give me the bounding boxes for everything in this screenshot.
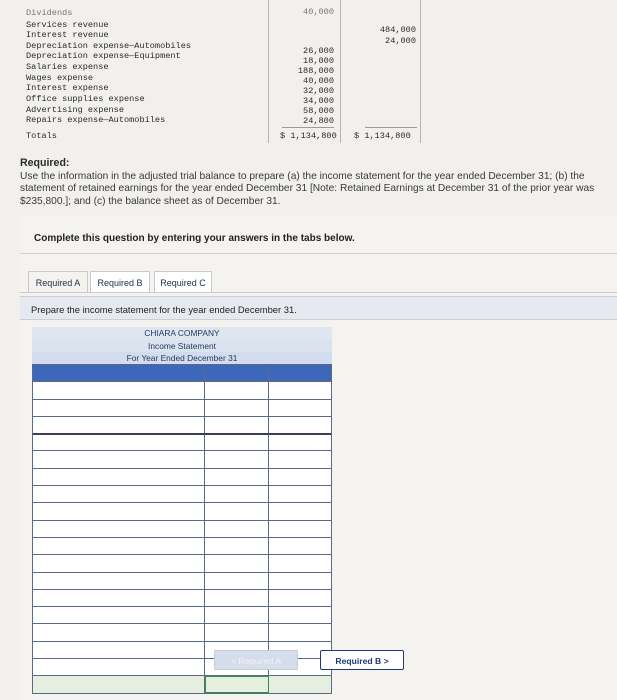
table-row [33,399,331,416]
tb-credit: 24,000 [385,36,416,46]
account-cell[interactable] [33,538,205,554]
total-cell[interactable] [269,624,331,640]
amount-cell[interactable] [205,417,269,433]
total-cell[interactable] [269,451,331,467]
amount-cell[interactable] [205,486,269,502]
account-cell[interactable] [33,642,205,658]
statement-company: CHIARA COMPANY [32,327,332,340]
next-required-button[interactable]: Required B > [320,650,404,670]
table-row [33,623,331,640]
tb-debit: 188,000 [297,66,334,76]
tb-column-line [420,0,421,143]
account-cell[interactable] [33,607,205,623]
amount-cell[interactable] [205,624,269,640]
account-cell[interactable] [33,382,205,398]
table-row [33,450,331,467]
total-cell[interactable] [269,382,331,398]
tab-prompt-bar [20,296,617,320]
amount-cell[interactable] [205,435,269,450]
account-cell[interactable] [33,555,205,571]
tb-debit: 32,000 [303,86,334,96]
tb-debit: 58,000 [303,106,334,116]
tb-account: Depreciation expense—Equipment [26,51,181,61]
tb-account: Depreciation expense—Automobiles [26,41,192,51]
required-text: Use the information in the adjusted trial balance to prepare (a) the income statement for the year ended December 31; (b) the statement of retained earnings for the year ended December 31 [Note: Retained Earnings at December 31 of the prior year was $235,800.]; and (c) the balance sheet as of December 31. [20,171,595,207]
amount-cell[interactable] [205,400,269,416]
tb-column-line [268,0,269,143]
tb-account: Office supplies expense [26,94,145,104]
amount-cell[interactable] [205,521,269,537]
account-cell[interactable] [33,435,205,450]
account-cell[interactable] [33,486,205,502]
tb-debit-rule [282,127,334,128]
table-row [33,554,331,571]
account-cell[interactable] [33,365,205,381]
amount-cell[interactable] [205,590,269,606]
account-cell[interactable] [33,521,205,537]
tb-cutoff-label: Dividends [26,8,73,18]
tb-debit: 24,800 [303,116,334,126]
account-cell[interactable] [33,417,205,433]
total-cell[interactable] [269,555,331,571]
amount-cell[interactable] [205,607,269,623]
table-row-total [33,675,331,692]
amount-cell[interactable] [205,451,269,467]
total-cell[interactable] [269,538,331,554]
statement-period: For Year Ended December 31 [32,352,332,364]
prev-required-button[interactable]: < Required A [214,650,298,670]
tb-account: Salaries expense [26,62,109,72]
tab-bar-line [20,292,617,293]
tab-required-c[interactable]: Required C [154,271,212,293]
instruction-text: Complete this question by entering your answers in the tabs below. [34,233,355,244]
table-row [33,381,331,398]
total-cell[interactable] [269,607,331,623]
tb-account: Repairs expense—Automobiles [26,115,166,125]
tb-credit-rule [365,127,417,128]
account-cell[interactable] [33,451,205,467]
account-cell[interactable] [33,624,205,640]
tb-debit: 34,000 [303,96,334,106]
tb-account: Wages expense [26,73,94,83]
tb-account: Interest expense [26,83,109,93]
tb-totals-debit: $ 1,134,800 [280,131,337,141]
table-row [33,589,331,606]
tb-cutoff-debit: 40,000 [303,7,334,17]
total-cell[interactable] [269,521,331,537]
total-cell[interactable] [269,503,331,519]
tb-account: Services revenue [26,20,109,30]
total-cell[interactable] [269,435,331,450]
tb-totals-credit: $ 1,134,800 [354,131,411,141]
account-cell[interactable] [33,659,205,675]
tb-column-line [340,0,341,143]
table-row [33,485,331,502]
total-cell[interactable] [269,590,331,606]
total-cell[interactable] [269,486,331,502]
account-cell[interactable] [33,469,205,485]
tb-debit: 18,000 [303,56,334,66]
account-cell[interactable] [33,503,205,519]
statement-grid [32,364,332,694]
account-cell[interactable] [33,400,205,416]
table-row [33,537,331,554]
tb-debit: 40,000 [303,76,334,86]
table-row [33,364,331,381]
tb-debit: 26,000 [303,46,334,56]
total-cell[interactable] [269,573,331,589]
divider [20,253,617,254]
amount-cell[interactable] [205,538,269,554]
tb-totals-label: Totals [26,131,57,141]
account-cell[interactable] [33,676,205,692]
statement-name: Income Statement [32,340,332,352]
amount-cell[interactable] [205,573,269,589]
table-row [33,502,331,519]
account-cell[interactable] [33,590,205,606]
tb-credit: 484,000 [379,25,416,35]
total-cell[interactable] [269,676,331,692]
table-row [33,572,331,589]
amount-cell[interactable] [205,676,269,692]
total-cell[interactable] [269,365,331,381]
amount-cell[interactable] [205,365,269,381]
account-cell[interactable] [33,573,205,589]
total-cell[interactable] [269,469,331,485]
tb-account: Advertising expense [26,105,124,115]
table-row [33,468,331,485]
amount-cell[interactable] [205,382,269,398]
amount-cell[interactable] [205,555,269,571]
table-row [33,433,331,450]
tab-required-b[interactable]: Required B [90,271,150,293]
amount-cell[interactable] [205,469,269,485]
required-title: Required: [20,157,70,169]
income-statement [32,327,332,694]
table-row [33,416,331,433]
table-row [33,606,331,623]
tab-required-a[interactable]: Required A [28,271,88,293]
amount-cell[interactable] [205,503,269,519]
prompt-text: Prepare the income statement for the year ended December 31. [31,304,297,315]
total-cell[interactable] [269,400,331,416]
question-panel [20,215,617,700]
tb-account: Interest revenue [26,30,109,40]
trial-balance [0,0,617,150]
total-cell[interactable] [269,417,331,433]
table-row [33,520,331,537]
